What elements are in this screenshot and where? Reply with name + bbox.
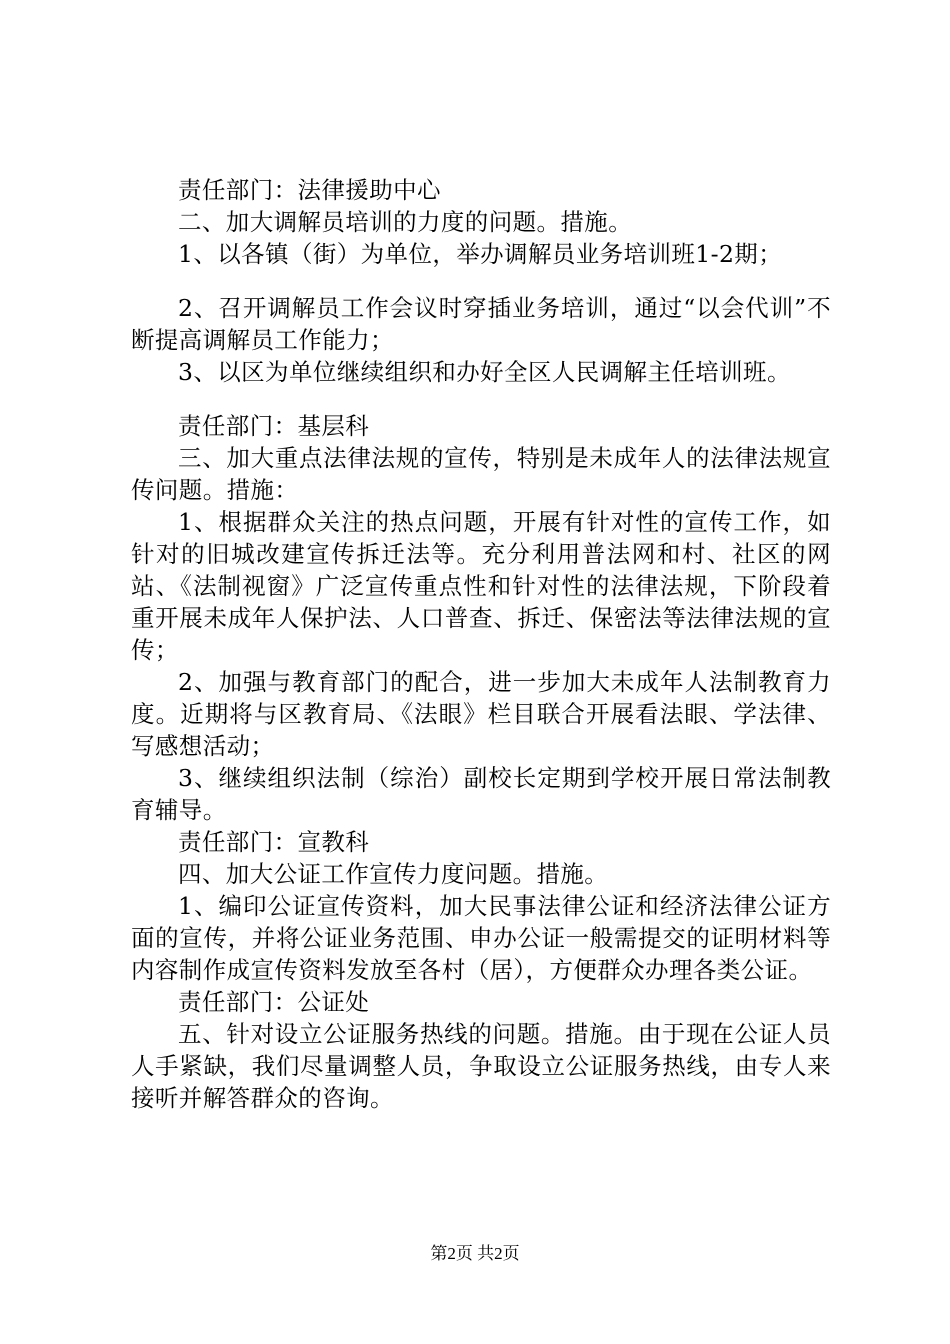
document-body — [131, 174, 831, 1114]
paragraph-responsible-dept-publicity: 责任部门：宣教科 — [178, 828, 370, 856]
paragraph-section-two-item-3: 3、以区为单位继续组织和办好全区人民调解主任培训班。 — [178, 358, 791, 386]
paragraph-section-four-item-1: 1、编印公证宣传资料，加大民事法律公证和经济法律公证方面的宣传，并将公证业务范围、申办公证一般需提交的证明材料等内容制作成宣传资料发放至各村（居），方便群众办理各类公证。 — [131, 892, 831, 984]
paragraph-section-two-item-2: 2、召开调解员工作会议时穿插业务培训，通过“以会代训”不断提高调解员工作能力； — [131, 294, 831, 354]
page-number-footer: 第2页 共2页 — [430, 1244, 520, 1263]
paragraph-responsible-dept-legal-aid: 责任部门：法律援助中心 — [178, 176, 441, 204]
paragraph-responsible-dept-notary: 责任部门：公证处 — [178, 988, 370, 1016]
paragraph-section-two-heading: 二、加大调解员培训的力度的问题。措施。 — [178, 208, 633, 236]
paragraph-section-three-heading: 三、加大重点法律法规的宣传，特别是未成年人的法律法规宣传问题。措施： — [131, 444, 831, 504]
paragraph-section-four-heading: 四、加大公证工作宣传力度问题。措施。 — [178, 860, 609, 888]
paragraph-section-three-item-1: 1、根据群众关注的热点问题，开展有针对性的宣传工作，如针对的旧城改建宣传拆迁法等。充分利用普法网和村、社区的网站、《法制视窗》广泛宣传重点性和针对性的法律法规，下阶段着重开展未成年人保护法、人口普查、拆迁、保密法等法律法规的宣传； — [131, 508, 831, 664]
paragraph-section-three-item-3: 3、继续组织法制（综治）副校长定期到学校开展日常法制教育辅导。 — [131, 764, 831, 824]
paragraph-responsible-dept-grassroots: 责任部门：基层科 — [178, 412, 370, 440]
paragraph-section-two-item-1: 1、以各镇（街）为单位，举办调解员业务培训班1-2期； — [178, 240, 783, 268]
paragraph-section-five: 五、针对设立公证服务热线的问题。措施。由于现在公证人员人手紧缺，我们尽量调整人员，争取设立公证服务热线，由专人来接听并解答群众的咨询。 — [131, 1020, 831, 1112]
paragraph-section-three-item-2: 2、加强与教育部门的配合，进一步加大未成年人法制教育力度。近期将与区教育局、《法眼》栏目联合开展看法眼、学法律、写感想活动； — [131, 668, 831, 760]
